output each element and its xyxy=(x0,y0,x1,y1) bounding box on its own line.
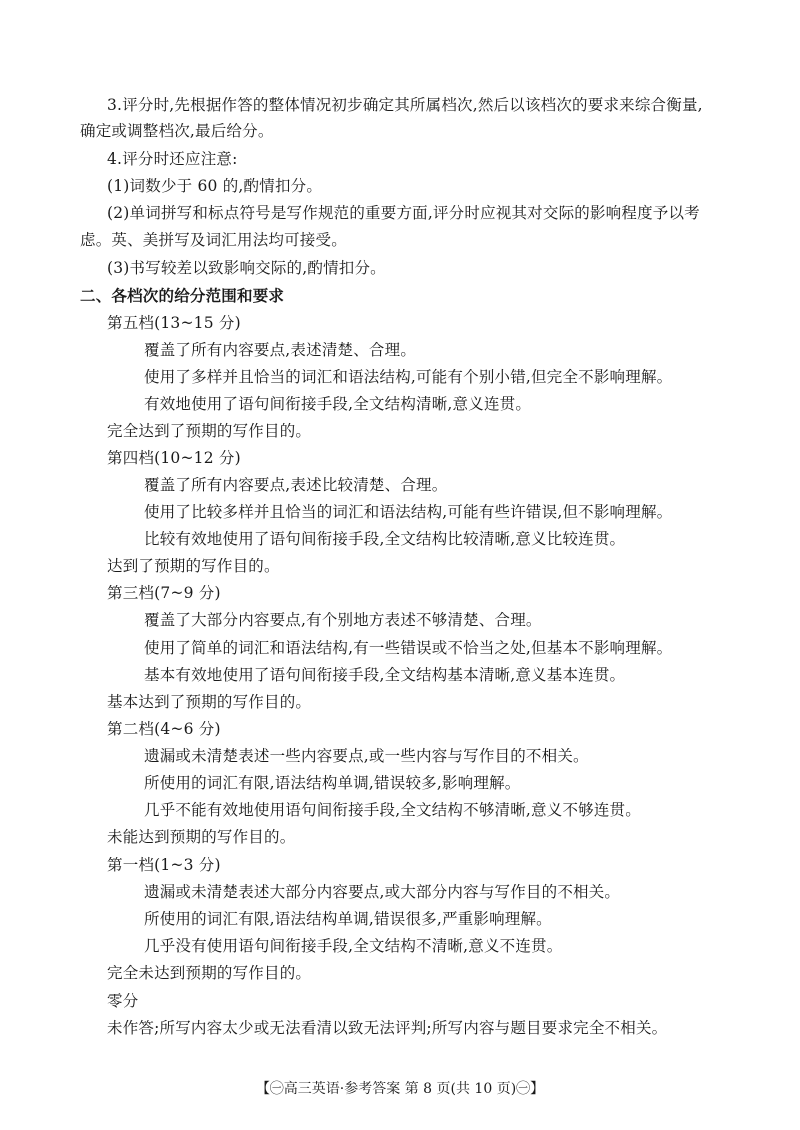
scoring-note-3-line2: 确定或调整档次,最后给分。 xyxy=(80,122,274,140)
grade-line: 使用了简单的词汇和语法结构,有一些错误或不恰当之处,但基本不影响理解。 xyxy=(144,639,673,657)
grade-title: 第一档(1~3 分) xyxy=(107,856,221,874)
scoring-note-4-1: (1)词数少于 60 的,酌情扣分。 xyxy=(107,177,323,195)
grade-line: 使用了多样并且恰当的词汇和语法结构,可能有个别小错,但完全不影响理解。 xyxy=(144,368,673,386)
scoring-note-4-3: (3)书写较差以致影响交际的,酌情扣分。 xyxy=(107,259,386,277)
grade-line: 比较有效地使用了语句间衔接手段,全文结构比较清晰,意义比较连贯。 xyxy=(144,530,626,548)
grade-line: 遗漏或未清楚表述一些内容要点,或一些内容与写作目的不相关。 xyxy=(144,747,589,765)
scoring-note-3-line1: 3.评分时,先根据作答的整体情况初步确定其所属档次,然后以该档次的要求来综合衡量, xyxy=(107,96,703,114)
grade-conclusion: 基本达到了预期的写作目的。 xyxy=(107,693,312,711)
grade-line: 基本有效地使用了语句间衔接手段,全文结构基本清晰,意义基本连贯。 xyxy=(144,666,626,684)
grade-line: 使用了比较多样并且恰当的词汇和语法结构,可能有些许错误,但不影响理解。 xyxy=(144,503,673,521)
grade-line: 所使用的词汇有限,语法结构单调,错误很多,严重影响理解。 xyxy=(144,910,552,928)
scoring-note-4-title: 4.评分时还应注意: xyxy=(107,150,238,168)
scoring-note-4-2-line1: (2)单词拼写和标点符号是写作规范的重要方面,评分时应视其对交际的影响程度予以考 xyxy=(107,204,700,222)
grade-title: 第五档(13~15 分) xyxy=(107,314,241,332)
zero-score-title: 零分 xyxy=(107,992,139,1010)
grade-line: 几乎没有使用语句间衔接手段,全文结构不清晰,意义不连贯。 xyxy=(144,937,563,955)
grade-conclusion: 完全达到了预期的写作目的。 xyxy=(107,422,312,440)
grade-title: 第三档(7~9 分) xyxy=(107,584,221,602)
page-footer: 【㊀高三英语·参考答案 第 8 页(共 10 页)㊀】 xyxy=(255,1081,545,1097)
grade-line: 覆盖了大部分内容要点,有个别地方表述不够清楚、合理。 xyxy=(144,611,542,629)
grade-line: 遗漏或未清楚表述大部分内容要点,或大部分内容与写作目的不相关。 xyxy=(144,883,621,901)
grade-line: 覆盖了所有内容要点,表述比较清楚、合理。 xyxy=(144,476,448,494)
grade-title: 第二档(4~6 分) xyxy=(107,720,221,738)
grade-conclusion: 未能达到预期的写作目的。 xyxy=(107,828,296,846)
grade-line: 所使用的词汇有限,语法结构单调,错误较多,影响理解。 xyxy=(144,774,521,792)
grade-title: 第四档(10~12 分) xyxy=(107,449,241,467)
grade-conclusion: 完全未达到预期的写作目的。 xyxy=(107,964,312,982)
scoring-note-4-2-line2: 虑。英、美拼写及词汇用法均可接受。 xyxy=(80,231,347,249)
grade-line: 覆盖了所有内容要点,表述清楚、合理。 xyxy=(144,341,417,359)
grade-line: 几乎不能有效地使用语句间衔接手段,全文结构不够清晰,意义不够连贯。 xyxy=(144,801,641,819)
section-title: 二、各档次的给分范围和要求 xyxy=(80,286,285,305)
zero-score-text: 未作答;所写内容太少或无法看清以致无法评判;所写内容与题目要求完全不相关。 xyxy=(107,1019,668,1037)
grade-line: 有效地使用了语句间衔接手段,全文结构清晰,意义连贯。 xyxy=(144,395,532,413)
grade-conclusion: 达到了预期的写作目的。 xyxy=(107,557,280,575)
